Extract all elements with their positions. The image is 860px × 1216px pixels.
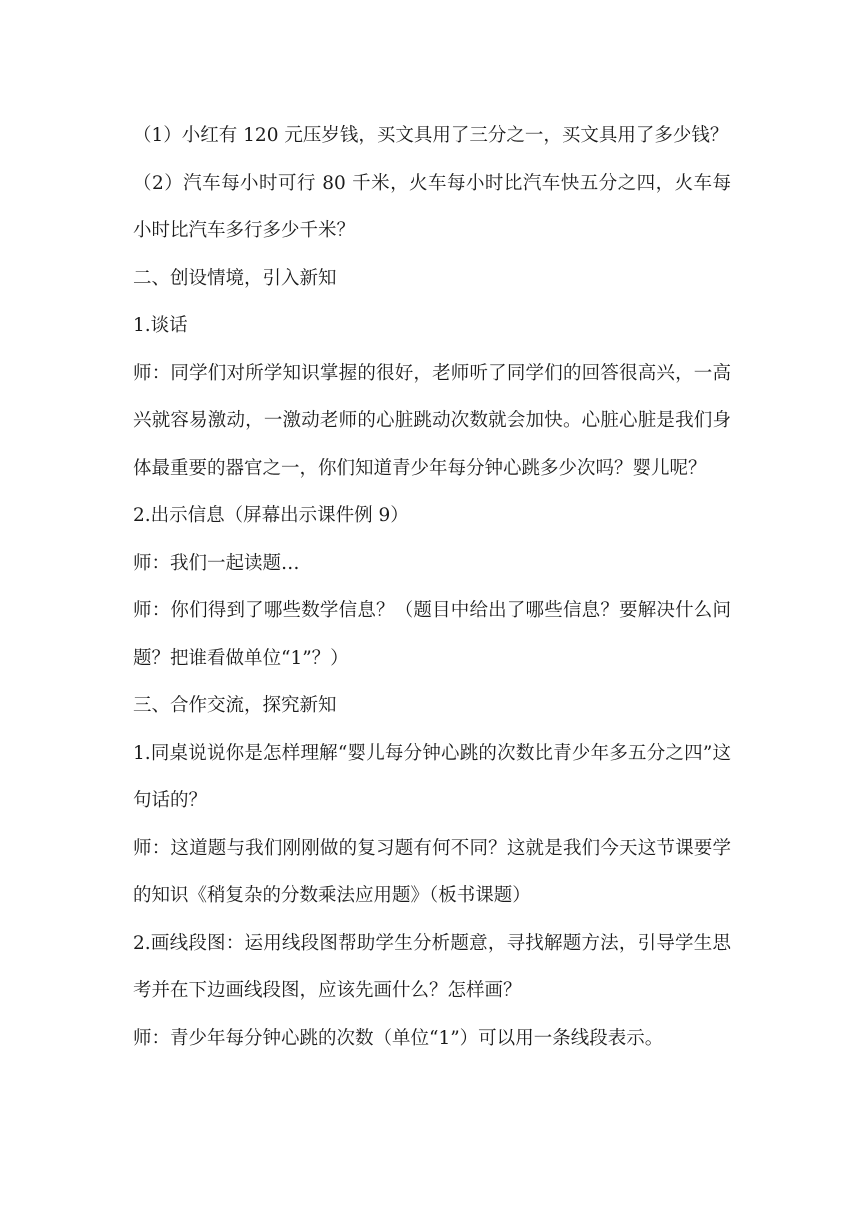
step-heading-draw-diagram: 2.画线段图：运用线段图帮助学生分析题意，寻找解题方法，引导学生思考并在下边画线段图，应该先画什么？怎样画？ (133, 932, 731, 1001)
step-heading-talk: 1.谈话 (133, 315, 188, 336)
step-heading-show-info: 2.出示信息（屏幕出示课件例 9） (133, 505, 409, 526)
paragraph-teacher-segment: 师：青少年每分钟心跳的次数（单位“1”）可以用一条线段表示。 (133, 1027, 664, 1049)
paragraph-review-question-2: （2）汽车每小时可行 80 千米，火车每小时比汽车快五分之四，火车每小时比汽车多行多少千米？ (133, 172, 731, 241)
section-heading-3: 三、合作交流，探究新知 (133, 695, 337, 716)
section-heading-2: 二、创设情境，引入新知 (133, 267, 337, 289)
paragraph-teacher-compare: 师：这道题与我们刚刚做的复习题有何不同？这就是我们今天这节课要学的知识《稍复杂的分数乘法应用题》（板书课题） (133, 837, 731, 906)
step-heading-discuss: 1.同桌说说你是怎样理解“婴儿每分钟心跳的次数比青少年多五分之四”这句话的？ (133, 742, 731, 811)
paragraph-teacher-question: 师：你们得到了哪些数学信息？（题目中给出了哪些信息？要解决什么问题？把谁看做单位“1”？） (133, 600, 731, 669)
paragraph-review-question-1: （1）小红有 120 元压岁钱，买文具用了三分之一，买文具用了多少钱？ (133, 125, 729, 146)
paragraph-teacher-read: 师：我们一起读题… (133, 552, 300, 574)
document-body (133, 112, 731, 1062)
paragraph-teacher-intro: 师：同学们对所学知识掌握的很好，老师听了同学们的回答很高兴，一高兴就容易激动，一激动老师的心脏跳动次数就会加快。心脏心脏是我们身体最重要的器官之一，你们知道青少年每分钟心跳多少次吗？婴儿呢？ (133, 362, 731, 479)
